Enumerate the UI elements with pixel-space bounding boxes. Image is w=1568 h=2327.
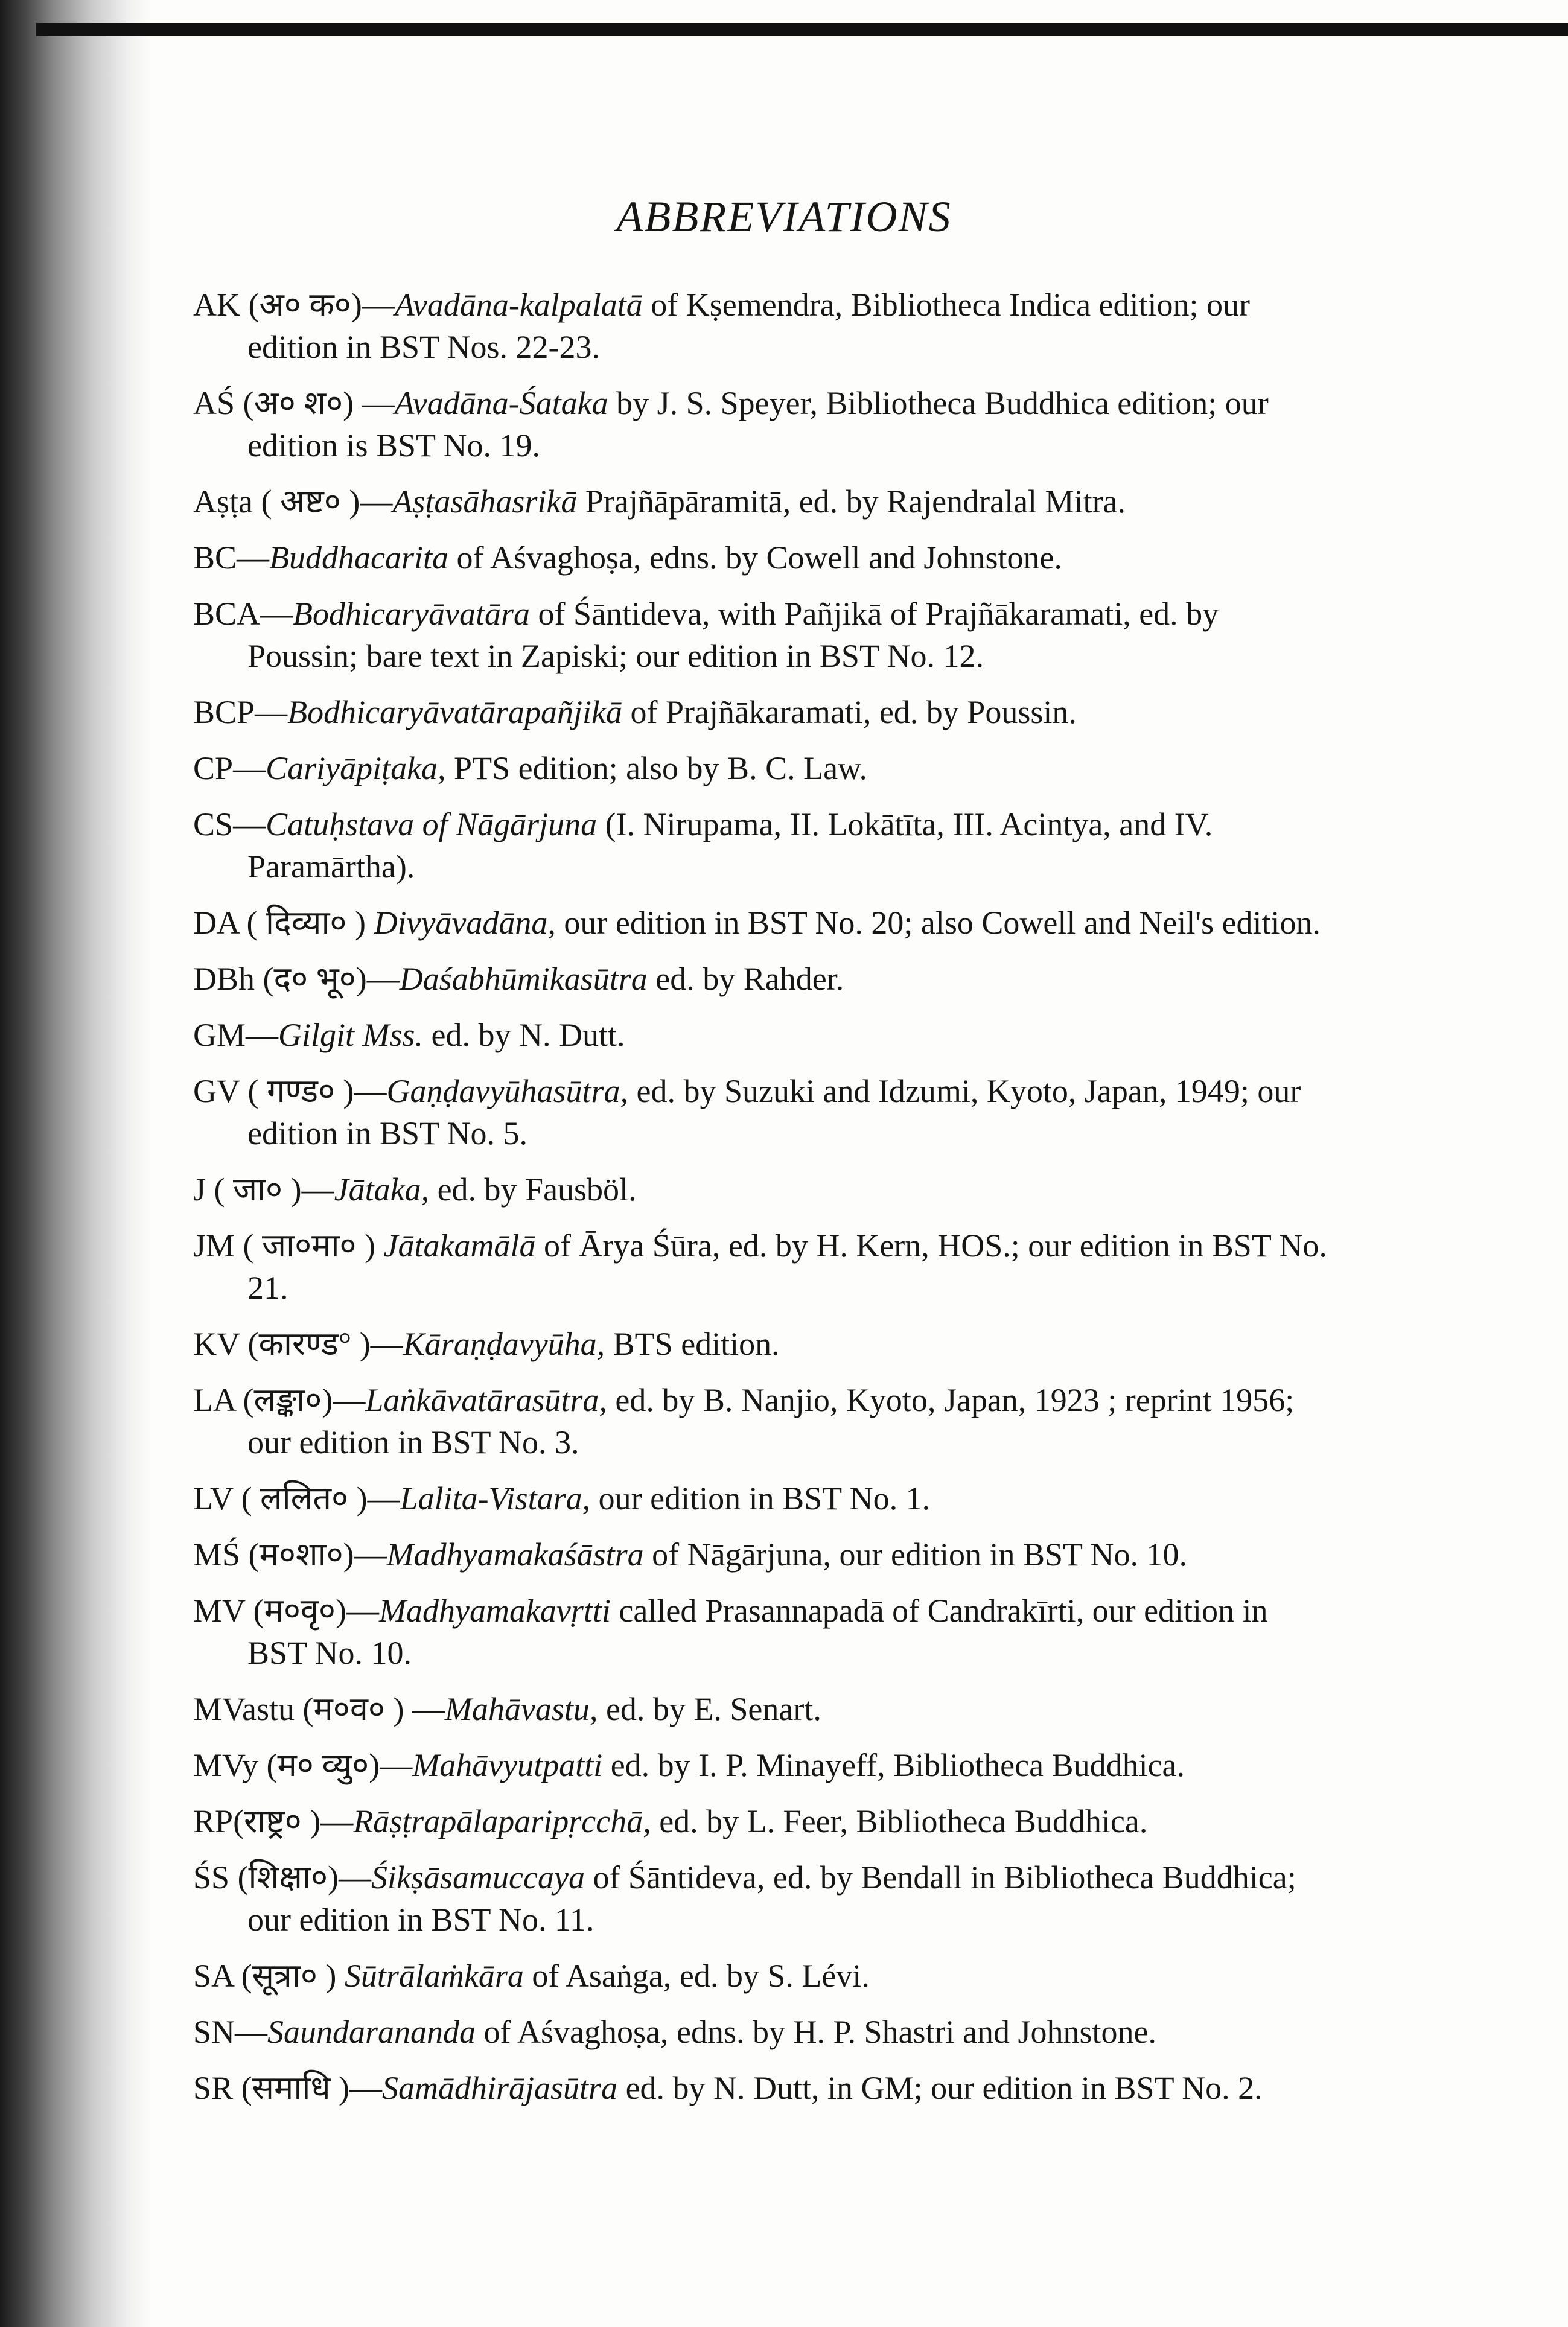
abbreviation-entry [193, 1224, 1328, 1309]
entry-description: of Śāntideva, with Pañjikā of Prajñākaramati, ed. by Poussin; bare text in Zapiski; our edition in BST No. 12. [247, 596, 1219, 674]
abbreviation-entry [193, 747, 1328, 789]
entry-description: ed. by E. Senart. [598, 1691, 821, 1727]
entry-abbreviation: SA [193, 1958, 234, 1994]
abbreviation-entry [193, 1533, 1328, 1576]
entry-devanagari-abbrev: (सूत्रा० ) [233, 1958, 345, 1994]
entry-abbreviation: MŚ [193, 1536, 241, 1573]
entry-devanagari-abbrev: (म०शा०)— [240, 1536, 387, 1573]
entry-work-title: Gilgit Mss. [278, 1017, 424, 1053]
entry-work-title: Saundarananda [267, 2014, 476, 2050]
abbreviation-entry [193, 2011, 1328, 2053]
entry-abbreviation: RP [193, 1803, 234, 1839]
entry-abbreviation: JM [193, 1227, 235, 1264]
entry-work-title: Catuḥstava of Nāgārjuna [266, 806, 598, 842]
binding-shadow [0, 0, 151, 2327]
entry-devanagari-abbrev: (म०व० ) — [295, 1691, 445, 1727]
entry-abbreviation: BC [193, 540, 237, 576]
top-rule [36, 23, 1568, 36]
entry-abbreviation: SR [193, 2070, 234, 2106]
entry-work-title: Aṣṭasāhasrikā [392, 483, 578, 520]
entry-description: of Śāntideva, ed. by Bendall in Bibliotheca Buddhica; our edition in BST No. 11. [247, 1859, 1296, 1938]
entry-work-title: Rāṣṭrapālaparipṛcchā, [353, 1803, 651, 1839]
entry-description: of Aśvaghoṣa, edns. by H. P. Shastri and Johnstone. [476, 2014, 1157, 2050]
abbreviation-list [193, 284, 1328, 2123]
abbreviation-entry [193, 1168, 1328, 1211]
entry-work-title: Mahāvastu, [444, 1691, 598, 1727]
entry-work-title: Sūtrālaṁkāra [344, 1958, 524, 1994]
entry-abbreviation: SN [193, 2014, 235, 2050]
entry-devanagari-abbrev: (म०वृ०)— [245, 1593, 379, 1629]
abbreviation-entry [193, 2067, 1328, 2109]
entry-abbreviation: CS [193, 806, 234, 842]
entry-description: BTS edition. [605, 1326, 780, 1362]
entry-devanagari-abbrev: — [246, 1017, 279, 1053]
entry-work-title: Madhyamakavṛtti [379, 1593, 611, 1629]
entry-devanagari-abbrev: ( अष्ट० )— [252, 483, 393, 520]
entry-abbreviation: DBh [193, 961, 255, 997]
entry-abbreviation: GV [193, 1073, 240, 1109]
abbreviation-entry [193, 691, 1328, 733]
entry-abbreviation: MV [193, 1593, 246, 1629]
abbreviation-entry [193, 382, 1328, 466]
abbreviation-entry [193, 1856, 1328, 1941]
entry-description: of Aśvaghoṣa, edns. by Cowell and Johnstone. [448, 540, 1062, 576]
abbreviation-entry [193, 1014, 1328, 1056]
entry-work-title: Jātaka, [334, 1171, 430, 1208]
entry-abbreviation: AK [193, 287, 240, 323]
abbreviation-entry [193, 803, 1328, 888]
abbreviation-entry [193, 536, 1328, 579]
entry-work-title: Daśabhūmikasūtra [399, 961, 648, 997]
abbreviation-entry [193, 593, 1328, 677]
abbreviation-entry [193, 1477, 1328, 1520]
entry-description: ed. by L. Feer, Bibliotheca Buddhica. [651, 1803, 1148, 1839]
entry-work-title: Mahāvyutpatti [412, 1747, 603, 1783]
entry-work-title: Kāraṇḍavyūha, [403, 1326, 605, 1362]
entry-devanagari-abbrev: ( ललित० )— [233, 1480, 400, 1517]
entry-abbreviation: DA [193, 905, 239, 941]
entry-abbreviation: BCP [193, 694, 255, 730]
abbreviation-entry [193, 1070, 1328, 1154]
entry-devanagari-abbrev: (म० व्यु०)— [258, 1747, 413, 1783]
entry-description: of Kṣemendra, Bibliotheca Indica edition; our edition in BST Nos. 22-23. [247, 287, 1250, 365]
entry-work-title: Avadāna-kalpalatā [394, 287, 643, 323]
entry-devanagari-abbrev: (राष्ट्र० )— [233, 1803, 354, 1839]
abbreviation-entry [193, 1744, 1328, 1786]
entry-description: ed. by N. Dutt, in GM; our edition in BST No. 2. [617, 2070, 1263, 2106]
entry-abbreviation: Aṣṭa [193, 483, 253, 520]
entry-description: Prajñāpāramitā, ed. by Rajendralal Mitra. [577, 483, 1126, 520]
entry-work-title: Avadāna-Śataka [394, 385, 608, 421]
abbreviation-entry [193, 480, 1328, 523]
entry-description: ed. by Suzuki and Idzumi, Kyoto, Japan, 1949; our edition in BST No. 5. [247, 1073, 1301, 1151]
entry-work-title: Samādhirājasūtra [382, 2070, 618, 2106]
abbreviation-entry [193, 1800, 1328, 1842]
entry-abbreviation: LA [193, 1382, 235, 1418]
abbreviation-entry [193, 1590, 1328, 1674]
entry-work-title: Divyāvadāna, [374, 905, 556, 941]
entry-description: of Ārya Śūra, ed. by H. Kern, HOS.; our edition in BST No. 21. [247, 1227, 1327, 1306]
entry-description: ed. by Fausböl. [429, 1171, 637, 1208]
entry-devanagari-abbrev: (अ० श०) — [235, 385, 395, 421]
entry-abbreviation: ŚS [193, 1859, 230, 1896]
entry-devanagari-abbrev: (लङ्का०)— [235, 1382, 366, 1418]
entry-work-title: Gaṇḍavyūhasūtra, [386, 1073, 628, 1109]
entry-abbreviation: LV [193, 1480, 234, 1517]
entry-work-title: Bodhicaryāvatāra [293, 596, 530, 632]
entry-description: our edition in BST No. 20; also Cowell and Neil's edition. [555, 905, 1321, 941]
entry-work-title: Lalita-Vistara, [400, 1480, 591, 1517]
entry-description: of Nāgārjuna, our edition in BST No. 10. [643, 1536, 1188, 1573]
abbreviation-entry [193, 958, 1328, 1000]
entry-abbreviation: KV [193, 1326, 240, 1362]
entry-devanagari-abbrev: (समाधि )— [233, 2070, 383, 2106]
entry-description: ed. by Rahder. [647, 961, 844, 997]
entry-devanagari-abbrev: (शिक्षा०)— [229, 1859, 372, 1896]
abbreviation-entry [193, 902, 1328, 944]
entry-description: of Asaṅga, ed. by S. Lévi. [523, 1958, 870, 1994]
abbreviation-entry [193, 1955, 1328, 1997]
entry-description: ed. by N. Dutt. [423, 1017, 625, 1053]
entry-work-title: Cariyāpiṭaka, [266, 750, 446, 786]
entry-abbreviation: GM [193, 1017, 246, 1053]
entry-abbreviation: BCA [193, 596, 261, 632]
entry-description: ed. by I. P. Minayeff, Bibliotheca Buddhica. [602, 1747, 1185, 1783]
entry-devanagari-abbrev: (अ० क०)— [240, 287, 395, 323]
abbreviation-entry [193, 1688, 1328, 1730]
abbreviation-entry [193, 1379, 1328, 1463]
entry-work-title: Jātakamālā [383, 1227, 536, 1264]
entry-description: called Prasannapadā of Candrakīrti, our edition in BST No. 10. [247, 1593, 1268, 1671]
entry-devanagari-abbrev: (द० भू०)— [255, 961, 400, 997]
entry-devanagari-abbrev: — [233, 750, 266, 786]
entry-devanagari-abbrev: — [235, 2014, 268, 2050]
entry-description: PTS edition; also by B. C. Law. [445, 750, 868, 786]
entry-devanagari-abbrev: (कारण्ड° )— [240, 1326, 403, 1362]
entry-description: of Prajñākaramati, ed. by Poussin. [622, 694, 1077, 730]
entry-work-title: Śikṣāsamuccaya [371, 1859, 585, 1896]
entry-description: by J. S. Speyer, Bibliotheca Buddhica edition; our edition is BST No. 19. [247, 385, 1269, 463]
entry-description: our edition in BST No. 1. [590, 1480, 931, 1517]
entry-work-title: Buddhacarita [269, 540, 449, 576]
entry-work-title: Laṅkāvatārasūtra, [365, 1382, 607, 1418]
entry-devanagari-abbrev: — [255, 694, 288, 730]
entry-devanagari-abbrev: ( जा० )— [206, 1171, 334, 1208]
entry-abbreviation: MVy [193, 1747, 259, 1783]
abbreviation-entry [193, 284, 1328, 368]
entry-work-title: Madhyamakaśāstra [386, 1536, 644, 1573]
entry-abbreviation: CP [193, 750, 234, 786]
entry-abbreviation: MVastu [193, 1691, 295, 1727]
page-title: ABBREVIATIONS [616, 193, 952, 241]
entry-description: (I. Nirupama, II. Lokātīta, III. Acintya, and IV. Paramārtha). [247, 806, 1213, 885]
entry-work-title: Bodhicaryāvatārapañjikā [287, 694, 622, 730]
entry-abbreviation: J [193, 1171, 206, 1208]
entry-devanagari-abbrev: — [260, 596, 293, 632]
entry-devanagari-abbrev: ( जा०मा० ) [235, 1227, 384, 1264]
entry-abbreviation: AŚ [193, 385, 235, 421]
entry-devanagari-abbrev: — [233, 806, 266, 842]
abbreviation-entry [193, 1323, 1328, 1365]
entry-devanagari-abbrev: ( गण्ड० )— [240, 1073, 387, 1109]
entry-devanagari-abbrev: — [237, 540, 270, 576]
entry-description: ed. by B. Nanjio, Kyoto, Japan, 1923 ; reprint 1956; our edition in BST No. 3. [247, 1382, 1295, 1460]
entry-devanagari-abbrev: ( दिव्या० ) [238, 905, 374, 941]
